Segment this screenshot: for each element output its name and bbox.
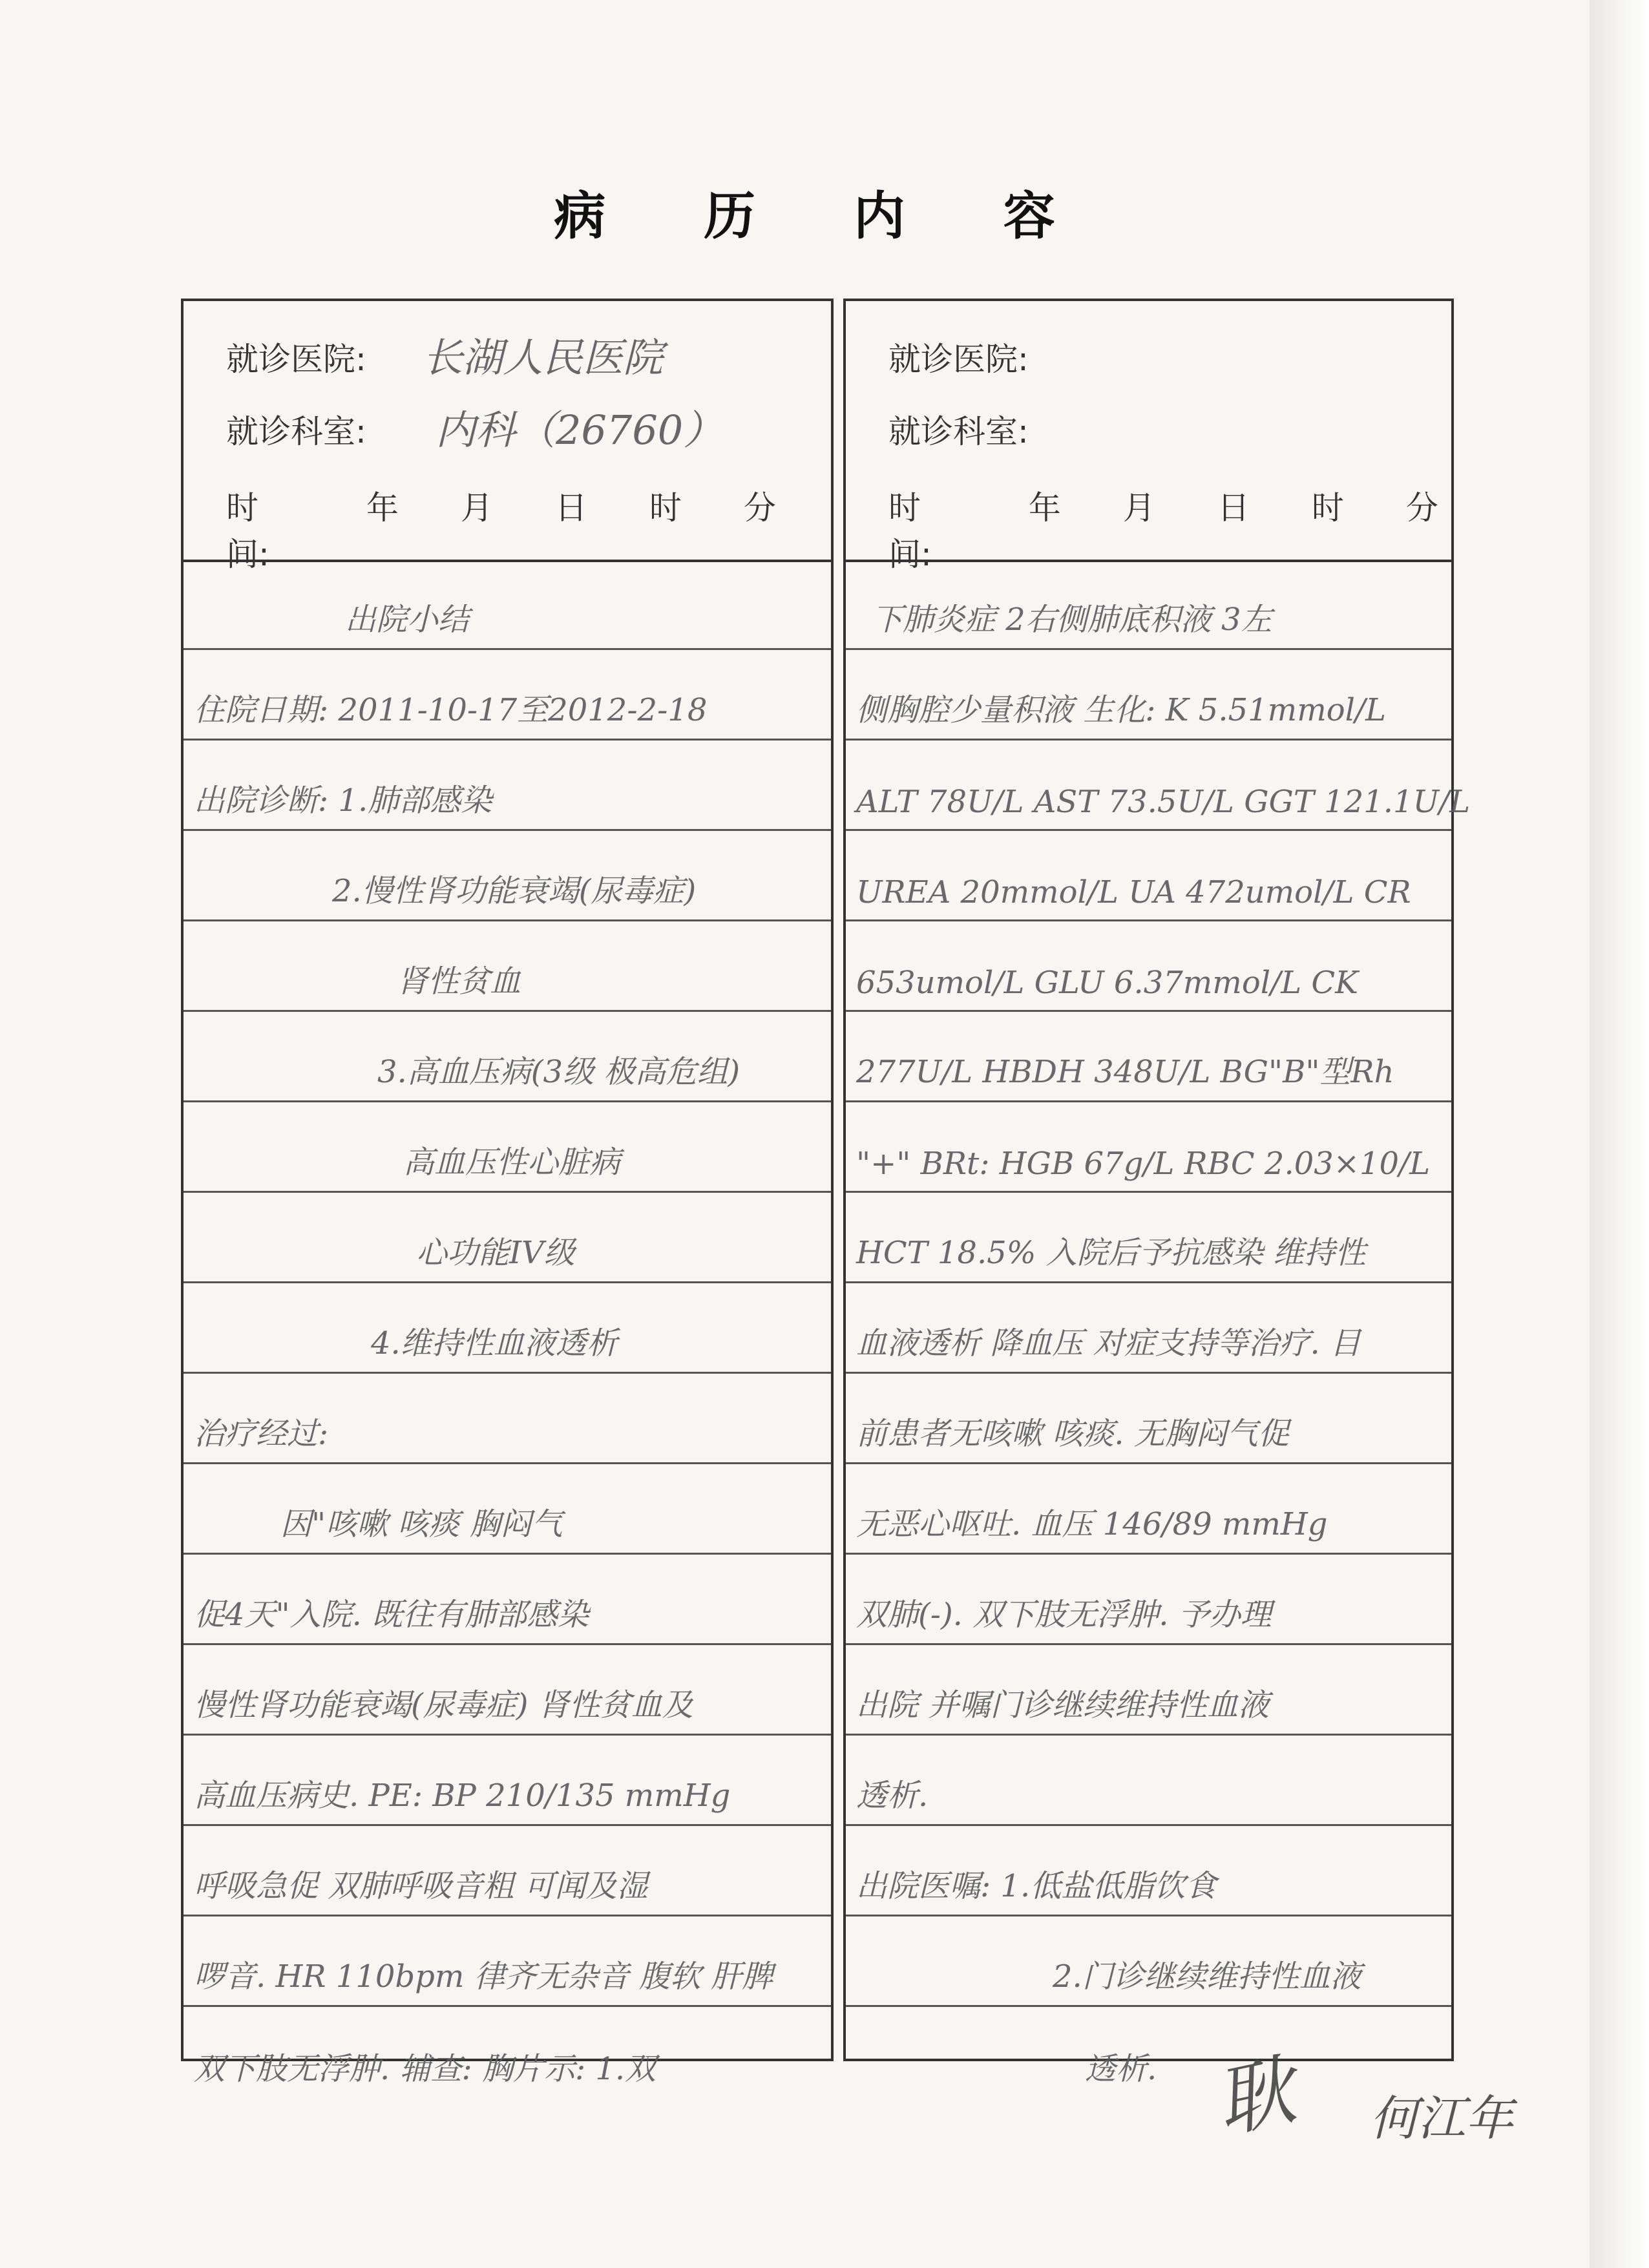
note-text: 653umol/L GLU 6.37mmol/L CK xyxy=(856,965,1358,1001)
note-line xyxy=(184,1283,831,1374)
right-panel-header xyxy=(846,301,1451,573)
note-line xyxy=(184,740,831,831)
note-line xyxy=(184,1012,831,1102)
note-line xyxy=(846,650,1451,740)
left-panel-header xyxy=(184,301,831,573)
minute-label: 分 xyxy=(743,489,776,527)
hour-label: 时 xyxy=(649,489,682,527)
note-line xyxy=(184,1464,831,1555)
note-line xyxy=(184,831,831,921)
note-text: 出院 并嘱门诊继续维持性血液 xyxy=(856,1687,1270,1723)
minute-label: 分 xyxy=(1405,489,1438,527)
note-text: 出院医嘱: 1.低盐低脂饮食 xyxy=(856,1868,1217,1904)
note-text: 高血压性心脏病 xyxy=(403,1144,621,1181)
year-label: 年 xyxy=(1028,489,1061,527)
note-line xyxy=(846,1102,1451,1193)
note-text: 高血压病史. PE: BP 210/135 mmHg xyxy=(194,1778,731,1814)
doctor-signature-name: 何江年 xyxy=(1370,2091,1513,2147)
note-text: 心功能IV级 xyxy=(416,1235,575,1271)
note-text: 啰音. HR 110bpm 律齐无杂音 腹软 肝脾 xyxy=(194,1958,773,1995)
note-text: 下肺炎症 2右侧肺底积液 3左 xyxy=(872,602,1272,638)
note-text: 双肺(-). 双下肢无浮肿. 予办理 xyxy=(856,1597,1272,1633)
note-line xyxy=(846,1645,1451,1736)
month-label: 月 xyxy=(460,489,493,527)
hospital-value: 长湖人民医院 xyxy=(423,334,664,381)
note-text: 慢性肾功能衰竭(尿毒症) 肾性贫血及 xyxy=(194,1687,693,1723)
note-line xyxy=(846,1916,1451,2007)
note-text: 2.慢性肾功能衰竭(尿毒症) xyxy=(332,873,697,909)
note-text: 277U/L HBDH 348U/L BG"B"型Rh xyxy=(856,1054,1394,1090)
day-label: 日 xyxy=(554,489,587,527)
right-note-lines xyxy=(846,560,1471,2087)
note-text: 肾性贫血 xyxy=(397,963,521,1000)
hospital-label: 就诊医院: xyxy=(226,341,366,378)
note-line xyxy=(184,921,831,1012)
note-line xyxy=(846,1464,1451,1555)
note-text: 呼吸急促 双肺呼吸音粗 可闻及湿 xyxy=(194,1868,648,1904)
note-text: 侧胸腔少量积液 生化: K 5.51mmol/L xyxy=(856,692,1387,728)
note-line xyxy=(846,1374,1451,1464)
note-line xyxy=(184,650,831,740)
note-line xyxy=(846,2007,1451,2097)
note-line xyxy=(846,1826,1451,1916)
note-line xyxy=(184,1193,831,1283)
note-line xyxy=(846,1193,1451,1283)
note-line xyxy=(184,1826,831,1916)
note-text: 无恶心呕吐. 血压 146/89 mmHg xyxy=(856,1506,1328,1542)
note-line xyxy=(184,1555,831,1645)
note-line xyxy=(846,1283,1451,1374)
note-text: 血液透析 降血压 对症支持等治疗. 目 xyxy=(856,1325,1361,1361)
note-text: 出院诊断: 1.肺部感染 xyxy=(194,782,492,819)
note-line xyxy=(846,831,1451,921)
note-text: 透析. xyxy=(856,1778,929,1814)
year-label: 年 xyxy=(366,489,399,527)
note-text: UREA 20mmol/L UA 472umol/L CR xyxy=(856,874,1411,910)
department-value: 内科（26760） xyxy=(436,406,724,454)
note-line xyxy=(846,560,1451,650)
note-line xyxy=(184,1916,831,2007)
time-label: 时间: xyxy=(888,489,932,573)
month-label: 月 xyxy=(1122,489,1155,527)
page-edge-shadow xyxy=(1590,0,1649,2268)
note-text: 3.高血压病(3级 极高危组) xyxy=(377,1054,740,1090)
time-label: 时间: xyxy=(226,489,269,573)
department-label: 就诊科室: xyxy=(226,413,366,450)
doctor-signature-mark: 耿 xyxy=(1208,2045,1303,2150)
hospital-label: 就诊医院: xyxy=(888,341,1029,378)
note-text: 因"咳嗽 咳痰 胸闷气 xyxy=(280,1506,563,1542)
note-text: 4.维持性血液透析 xyxy=(371,1325,618,1361)
note-line xyxy=(184,2007,831,2097)
note-text: 住院日期: 2011-10-17至2012-2-18 xyxy=(194,692,708,728)
left-note-lines xyxy=(184,560,831,2087)
department-label: 就诊科室: xyxy=(888,413,1029,450)
right-record-panel xyxy=(843,299,1471,2087)
note-text: 双下肢无浮肿. 辅查: 胸片示: 1.双 xyxy=(194,2051,656,2087)
note-text: "+" BRt: HGB 67g/L RBC 2.03×10/L xyxy=(856,1146,1431,1182)
note-line xyxy=(184,1374,831,1464)
hour-label: 时 xyxy=(1311,489,1344,527)
note-text: 促4天"入院. 既往有肺部感染 xyxy=(194,1597,589,1633)
note-line xyxy=(184,560,831,650)
note-text: HCT 18.5% 入院后予抗感染 维持性 xyxy=(856,1235,1366,1271)
note-text: ALT 78U/L AST 73.5U/L GGT 121.1U/L xyxy=(856,784,1471,820)
note-line xyxy=(846,1736,1451,1826)
note-line xyxy=(846,1012,1451,1102)
note-line xyxy=(184,1736,831,1826)
day-label: 日 xyxy=(1217,489,1250,527)
left-record-panel xyxy=(181,299,834,2087)
note-line xyxy=(184,1645,831,1736)
note-line xyxy=(846,740,1471,831)
note-text: 前患者无咳嗽 咳痰. 无胸闷气促 xyxy=(856,1416,1289,1452)
note-text: 透析. xyxy=(1085,2051,1157,2087)
note-text: 治疗经过: xyxy=(194,1416,329,1452)
note-text: 2.门诊继续维持性血液 xyxy=(1053,1958,1361,1995)
page-title: 病 历 内 容 xyxy=(554,185,1095,246)
note-line xyxy=(184,1102,831,1193)
note-line xyxy=(846,1555,1451,1645)
note-text: 出院小结 xyxy=(345,602,470,638)
note-line xyxy=(846,921,1451,1012)
